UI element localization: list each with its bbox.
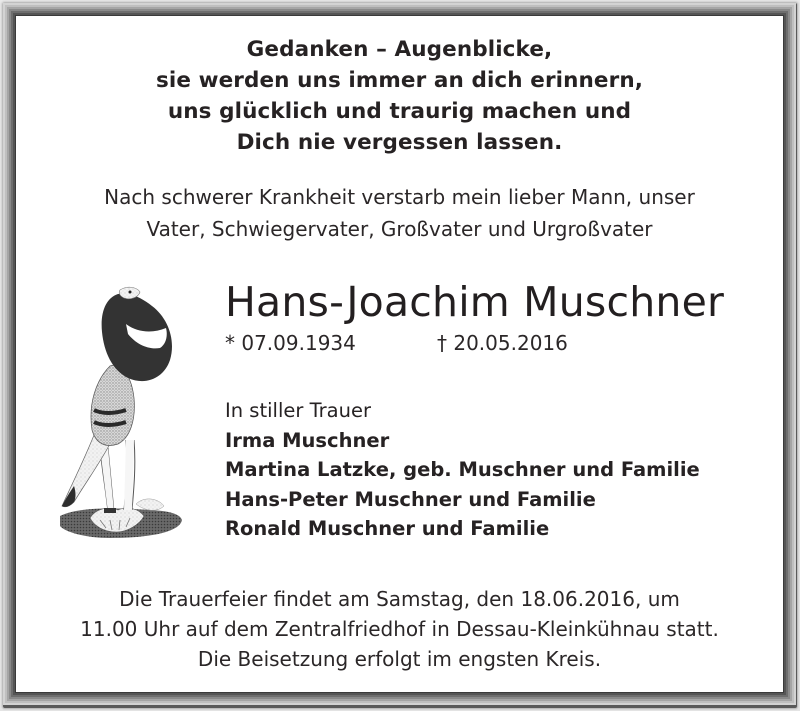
mourner-name: Martina Latzke, geb. Muschner und Familie: [225, 458, 700, 481]
birth-date: * 07.09.1934: [225, 331, 356, 355]
mourner-name: Ronald Muschner und Familie: [225, 517, 550, 540]
funeral-details: [16, 584, 783, 674]
mourning-label: In stiller Trauer: [225, 399, 371, 422]
funeral-line: Die Trauerfeier findet am Samstag, den 18.06.2016, um: [119, 587, 680, 611]
mourner-name: Hans-Peter Muschner und Familie: [225, 487, 596, 511]
announcement-line: Vater, Schwiegervater, Großvater und Urgroßvater: [146, 217, 653, 241]
death-date: † 20.05.2016: [437, 331, 568, 355]
life-dates: [225, 329, 568, 357]
poem-line: sie werden uns immer an dich erinnern,: [155, 68, 643, 93]
pouter-pigeon-icon: [40, 280, 190, 542]
deceased-name: Hans-Joachim Muschner: [225, 278, 725, 326]
mourner-name: Irma Muschner: [225, 428, 390, 452]
poem-line: Dich nie vergessen lassen.: [236, 130, 563, 155]
obituary-card: [16, 16, 783, 692]
announcement-line: Nach schwerer Krankheit verstarb mein lieber Mann, unser: [104, 185, 695, 209]
memorial-poem: [16, 34, 783, 158]
poem-line: uns glücklich und traurig machen und: [167, 99, 632, 124]
poem-line: Gedanken – Augenblicke,: [246, 37, 553, 62]
funeral-line: 11.00 Uhr auf dem Zentralfriedhof in Dessau-Kleinkühnau statt.: [80, 617, 719, 641]
mourners-list: [225, 396, 700, 544]
death-announcement: [16, 181, 783, 245]
funeral-line: Die Beisetzung erfolgt im engsten Kreis.: [197, 647, 602, 671]
